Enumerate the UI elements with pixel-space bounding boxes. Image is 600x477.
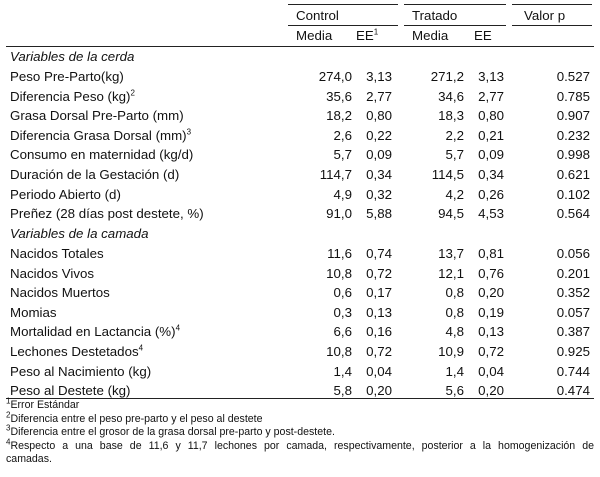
control-media-cell: 6,6: [333, 324, 352, 340]
header-tratado: Tratado: [412, 8, 458, 23]
table-row: [6, 362, 594, 382]
section-row-cerda: [6, 47, 594, 67]
subheader-ee-control: [356, 26, 378, 46]
tratado-media-cell: 0,8: [445, 304, 464, 320]
table-row: [6, 106, 594, 126]
row-label: [10, 322, 180, 342]
tratado-media-cell: 114,5: [431, 167, 464, 182]
subheader-media-tratado: Media: [412, 28, 449, 43]
section-title-cerda: Variables de la cerda: [10, 49, 135, 64]
tratado-media-cell: 5,6: [445, 383, 464, 399]
row-label-footnote-ref: 3: [186, 127, 192, 137]
tratado-ee-cell: 0,19: [478, 304, 504, 320]
control-ee-cell: 0,09: [366, 147, 392, 163]
row-label: [10, 185, 121, 205]
control-media-cell: 114,7: [319, 167, 352, 182]
tratado-media-cell: 94,5: [438, 206, 464, 222]
row-label: [10, 264, 94, 284]
rule-top-valorp: [512, 4, 592, 5]
p-value-cell: 0.785: [556, 88, 590, 104]
footnote-2-sup: 2: [6, 410, 11, 420]
table-row: [6, 303, 594, 323]
tratado-media-cell: 18,3: [438, 108, 464, 124]
p-value-cell: 0.907: [556, 108, 590, 124]
control-ee-cell: 3,13: [366, 69, 392, 84]
tratado-ee-cell: 0,81: [478, 246, 504, 261]
control-media-cell: 10,8: [326, 344, 352, 359]
table-row: [6, 283, 594, 303]
table-row: [6, 342, 594, 362]
p-value-cell: 0.056: [556, 246, 590, 261]
tratado-ee-cell: 0,21: [478, 127, 504, 143]
tratado-media-cell: 5,7: [445, 147, 464, 163]
footnote-1-sup: 1: [6, 396, 11, 406]
table-row: [6, 204, 594, 224]
footnote-3-text: Diferencia entre el grosor de la grasa dorsal pre-parto y post-destete.: [10, 426, 335, 439]
footnote-4-sup: 4: [6, 437, 11, 447]
p-value-cell: 0.527: [556, 69, 590, 84]
control-ee-cell: 0,72: [366, 265, 392, 281]
tratado-ee-cell: 0,13: [478, 324, 504, 340]
tratado-ee-cell: 0,76: [478, 265, 504, 281]
p-value-cell: 0.564: [556, 206, 590, 222]
control-media-cell: 91,0: [326, 206, 352, 222]
footnotes: [6, 396, 594, 467]
table-row: [6, 145, 594, 165]
row-label: [10, 362, 151, 382]
control-ee-cell: 0,74: [366, 246, 392, 261]
row-label-text: Nacidos Vivos: [10, 265, 95, 281]
row-label-text: Grasa Dorsal Pre-Parto (mm): [10, 108, 184, 124]
p-value-cell: 0.102: [556, 186, 590, 202]
control-ee-cell: 5,88: [366, 206, 392, 222]
table-row: [6, 87, 594, 107]
row-label: [10, 342, 143, 362]
p-value-cell: 0.998: [556, 147, 590, 163]
row-label-text: Peso al Nacimiento (kg): [10, 363, 152, 379]
control-media-cell: 11,6: [327, 246, 352, 261]
row-label-text: Diferencia Peso (kg): [10, 88, 131, 104]
row-label-text: Consumo en maternidad (kg/d): [10, 147, 194, 163]
p-value-cell: 0.352: [556, 285, 590, 301]
rule-group-valorp: [512, 25, 592, 26]
row-label: [10, 204, 204, 224]
table-row: [6, 264, 594, 284]
control-media-cell: 1,4: [333, 363, 352, 379]
p-value-cell: 0.925: [556, 344, 590, 359]
table-row: [6, 165, 594, 185]
rule-top-tratado: [404, 4, 506, 5]
control-media-cell: 5,8: [333, 383, 352, 399]
control-ee-cell: 0,17: [366, 285, 392, 301]
control-ee-cell: 0,20: [366, 383, 392, 399]
header-valor-p: Valor p: [524, 8, 566, 23]
tratado-media-cell: 0,8: [445, 285, 464, 301]
table-row: [6, 322, 594, 342]
p-value-cell: 0.057: [556, 304, 590, 320]
p-value-cell: 0.387: [556, 324, 590, 340]
control-ee-cell: 0,80: [366, 108, 392, 124]
tratado-media-cell: 271,2: [430, 69, 464, 84]
tratado-media-cell: 2,2: [445, 127, 464, 143]
tratado-ee-cell: 0,80: [478, 108, 504, 124]
row-label-text: Mortalidad en Lactancia (%): [10, 324, 176, 340]
row-label: [10, 67, 124, 87]
row-label: [10, 145, 193, 165]
row-label-text: Duración de la Gestación (d): [10, 167, 180, 182]
control-media-cell: 18,2: [326, 108, 352, 124]
tratado-media-cell: 4,8: [445, 324, 464, 340]
row-label-footnote-ref: 2: [130, 88, 135, 98]
row-label-text: Lechones Destetados: [10, 344, 139, 359]
control-ee-cell: 0,34: [366, 167, 392, 182]
section-row-camada: [6, 224, 594, 244]
tratado-media-cell: 13,7: [438, 246, 464, 261]
control-media-cell: 5,7: [333, 147, 352, 163]
row-label: [10, 303, 57, 323]
row-label-text: Momias: [10, 304, 57, 320]
footnote-4-continued: [6, 453, 594, 467]
row-label-text: Nacidos Muertos: [10, 285, 110, 301]
footnote-1-text: Error Estándar: [10, 399, 80, 411]
p-value-cell: 0.201: [556, 265, 590, 281]
subheader-ee-control-text: EE: [356, 28, 374, 43]
control-ee-cell: 0,04: [366, 363, 392, 379]
rule-top-control: [288, 4, 398, 5]
tratado-ee-cell: 4,53: [478, 206, 504, 222]
row-label-text: Peso al Destete (kg): [10, 383, 131, 399]
row-label-footnote-ref: 4: [175, 323, 181, 333]
control-media-cell: 0,3: [333, 304, 352, 320]
row-label: [10, 244, 104, 264]
row-label-text: Diferencia Grasa Dorsal (mm): [10, 127, 187, 143]
row-label: [10, 165, 179, 185]
footnote-4-text-line1: Respecto a una base de 11,6 y 11,7 lechones por camada, respectivamente, posterior a la homogenización de: [10, 439, 594, 452]
tratado-media-cell: 4,2: [445, 186, 464, 202]
tratado-ee-cell: 0,09: [478, 147, 504, 163]
footnote-1: [6, 396, 594, 413]
control-media-cell: 10,8: [326, 265, 352, 281]
row-label-text: Periodo Abierto (d): [10, 186, 121, 202]
row-label: [10, 126, 191, 146]
row-label-text: Peso Pre-Parto(kg): [10, 69, 124, 84]
tratado-media-cell: 34,6: [438, 88, 464, 104]
row-label-text: Preñez (28 días post destete, %): [10, 206, 204, 222]
control-ee-cell: 0,16: [366, 324, 392, 340]
tratado-ee-cell: 0,26: [478, 186, 504, 202]
footnote-3: [6, 423, 594, 440]
control-media-cell: 2,6: [333, 127, 352, 143]
p-value-cell: 0.474: [556, 383, 590, 399]
table-row: [6, 185, 594, 205]
control-ee-cell: 0,22: [366, 127, 392, 143]
header-control: Control: [296, 8, 339, 23]
tratado-media-cell: 10,9: [438, 344, 464, 359]
tratado-ee-cell: 2,77: [478, 88, 504, 104]
control-ee-cell: 0,32: [366, 186, 392, 202]
control-media-cell: 274,0: [318, 69, 352, 84]
subheader-ee-control-sup: 1: [373, 27, 379, 37]
footnote-4: [6, 437, 594, 454]
footnote-4-text-line2: camadas.: [6, 453, 52, 466]
footnote-2: [6, 410, 594, 427]
subheader-media-control: Media: [296, 28, 333, 43]
tratado-ee-cell: 0,72: [478, 344, 504, 359]
table-row: [6, 67, 594, 87]
control-ee-cell: 0,13: [366, 304, 392, 320]
control-media-cell: 0,6: [333, 285, 352, 301]
control-media-cell: 4,9: [333, 186, 352, 202]
tratado-ee-cell: 0,20: [478, 383, 504, 399]
control-ee-cell: 0,72: [366, 344, 392, 359]
p-value-cell: 0.621: [556, 167, 590, 182]
table-row: [6, 126, 594, 146]
row-label: [10, 87, 135, 107]
p-value-cell: 0.232: [556, 127, 590, 143]
tratado-media-cell: 12,1: [438, 265, 464, 281]
table-row: [6, 244, 594, 264]
row-label-text: Nacidos Totales: [10, 246, 104, 261]
p-value-cell: 0.744: [556, 363, 590, 379]
footnote-3-sup: 3: [6, 423, 11, 433]
subheader-ee-tratado: EE: [474, 28, 492, 43]
row-label-footnote-ref: 4: [138, 343, 144, 353]
row-label: [10, 283, 110, 303]
tratado-ee-cell: 0,04: [478, 363, 504, 379]
row-label: [10, 106, 184, 126]
tratado-ee-cell: 0,34: [478, 167, 504, 182]
tratado-media-cell: 1,4: [445, 363, 464, 379]
section-title-camada: Variables de la camada: [10, 226, 149, 241]
control-ee-cell: 2,77: [366, 88, 392, 104]
footnote-2-text: Diferencia entre el peso pre-parto y el peso al destete: [10, 412, 263, 425]
tratado-ee-cell: 3,13: [478, 69, 504, 84]
tratado-ee-cell: 0,20: [478, 285, 504, 301]
control-media-cell: 35,6: [326, 88, 352, 104]
